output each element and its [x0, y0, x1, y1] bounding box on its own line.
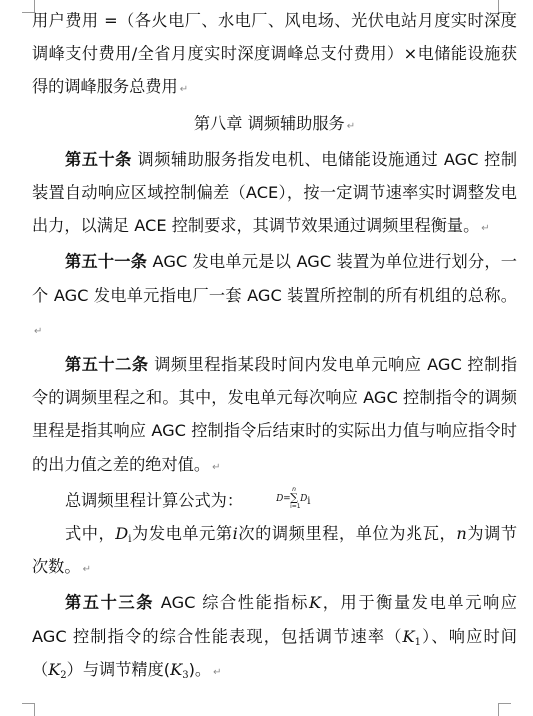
definition-prefix: 式中， [65, 524, 116, 544]
article-51-text: AGC 发电单元是以 AGC 装置为单位进行划分，一个 AGC 发电单元指电厂一套 AGC 装置所控制的所有机组的总称。 [32, 252, 517, 305]
article-50-text: 调频辅助服务指发电机、电储能设施通过 AGC 控制装置自动响应区域控制偏差（ACE），按一定调节速率实时调整发电出力，以满足 ACE 控制要求，其调节效果通过调频里程衡量。 [32, 149, 518, 236]
article-53-text-c: ）、响应时间（ [32, 626, 517, 679]
var-n: n [456, 524, 467, 544]
var-i: i [232, 524, 238, 544]
var-k3 [170, 660, 188, 679]
article-53-text-d: ）与调节精度( [66, 659, 171, 679]
var-k3-sub: 3 [182, 669, 189, 681]
definition-paragraph[interactable] [32, 517, 517, 586]
var-di-sub: i [128, 534, 132, 546]
definition-mid2: 次的调频里程，单位为兆瓦， [237, 524, 457, 544]
paragraph-mark-icon: ↵ [213, 666, 222, 678]
paragraph-mark-icon: ↵ [481, 223, 490, 235]
formula-paragraph[interactable] [32, 484, 517, 517]
var-k1-letter: K [402, 626, 415, 646]
definition-mid: 为发电单元第 [131, 524, 233, 544]
article-53-text-b: ，用于衡量发电单元响应 AGC 控制指令的综合性能表现，包括调节速率（ [32, 593, 517, 646]
paragraph-mark-icon: ↵ [179, 84, 189, 96]
article-51-label: 第五十一条 [65, 252, 148, 272]
var-k1 [403, 627, 421, 646]
var-k2 [48, 660, 66, 679]
paragraph-mark-icon: ↵ [212, 461, 221, 473]
article-51-paragraph[interactable] [32, 245, 517, 348]
crop-mark-bottom-right [498, 703, 511, 716]
mileage-formula [243, 485, 311, 510]
var-k1-sub: 1 [414, 636, 422, 648]
var-k2-sub: 2 [60, 669, 67, 681]
formula-lhs: D [276, 493, 284, 504]
formula-lower-limit: i=1 [290, 502, 301, 510]
formula-term-var: D [300, 493, 308, 504]
definition-suffix: 为调节次数。 [32, 524, 518, 577]
article-52-paragraph[interactable] [32, 348, 517, 484]
crop-mark-bottom-left [22, 703, 35, 716]
chapter-title: 第八章 调频辅助服务 [193, 113, 345, 133]
article-50-paragraph[interactable] [32, 143, 517, 246]
formula-equals: = [283, 493, 291, 504]
document-page [32, 4, 517, 689]
article-52-text: 调频里程指某段时间内发电单元响应 AGC 控制指令的调频里程之和。其中，发电单元每次响应 AGC 控制指令的调频里程是指其响应 AGC 控制指令后结束时的实际出力值与响应指令时的出力值之差的绝对值。 [32, 355, 518, 474]
article-50-label: 第五十条 [65, 149, 132, 169]
sigma-icon: ∑ [290, 490, 298, 504]
article-53-text-a: AGC 综合性能指标 [154, 593, 310, 613]
var-di [115, 524, 132, 546]
formula-upper-limit: n [292, 485, 296, 493]
var-k3-letter: K [170, 659, 183, 679]
var-k2-letter: K [48, 659, 61, 679]
formula-intro-text: 总调频里程计算公式为： [65, 490, 244, 510]
var-k: K [309, 593, 322, 613]
article-53-label: 第五十三条 [65, 593, 155, 613]
chapter-heading[interactable] [32, 107, 517, 143]
article-53-paragraph[interactable] [32, 586, 517, 689]
article-52-label: 第五十二条 [65, 355, 149, 375]
intro-text: 用户费用 =（各火电厂、水电厂、风电场、光伏电站月度实时深度调峰支付费用/全省月度实时深度调峰总支付费用）×电储能设施获得的调峰服务总费用 [32, 11, 517, 97]
paragraph-mark-icon: ↵ [34, 325, 43, 337]
formula-term-sub: i [307, 495, 311, 507]
paragraph-mark-icon: ↵ [82, 564, 91, 576]
intro-paragraph[interactable] [32, 4, 517, 107]
paragraph-mark-icon: ↵ [346, 120, 356, 132]
var-di-letter: D [115, 524, 129, 544]
article-53-text-e: )。 [188, 659, 212, 679]
